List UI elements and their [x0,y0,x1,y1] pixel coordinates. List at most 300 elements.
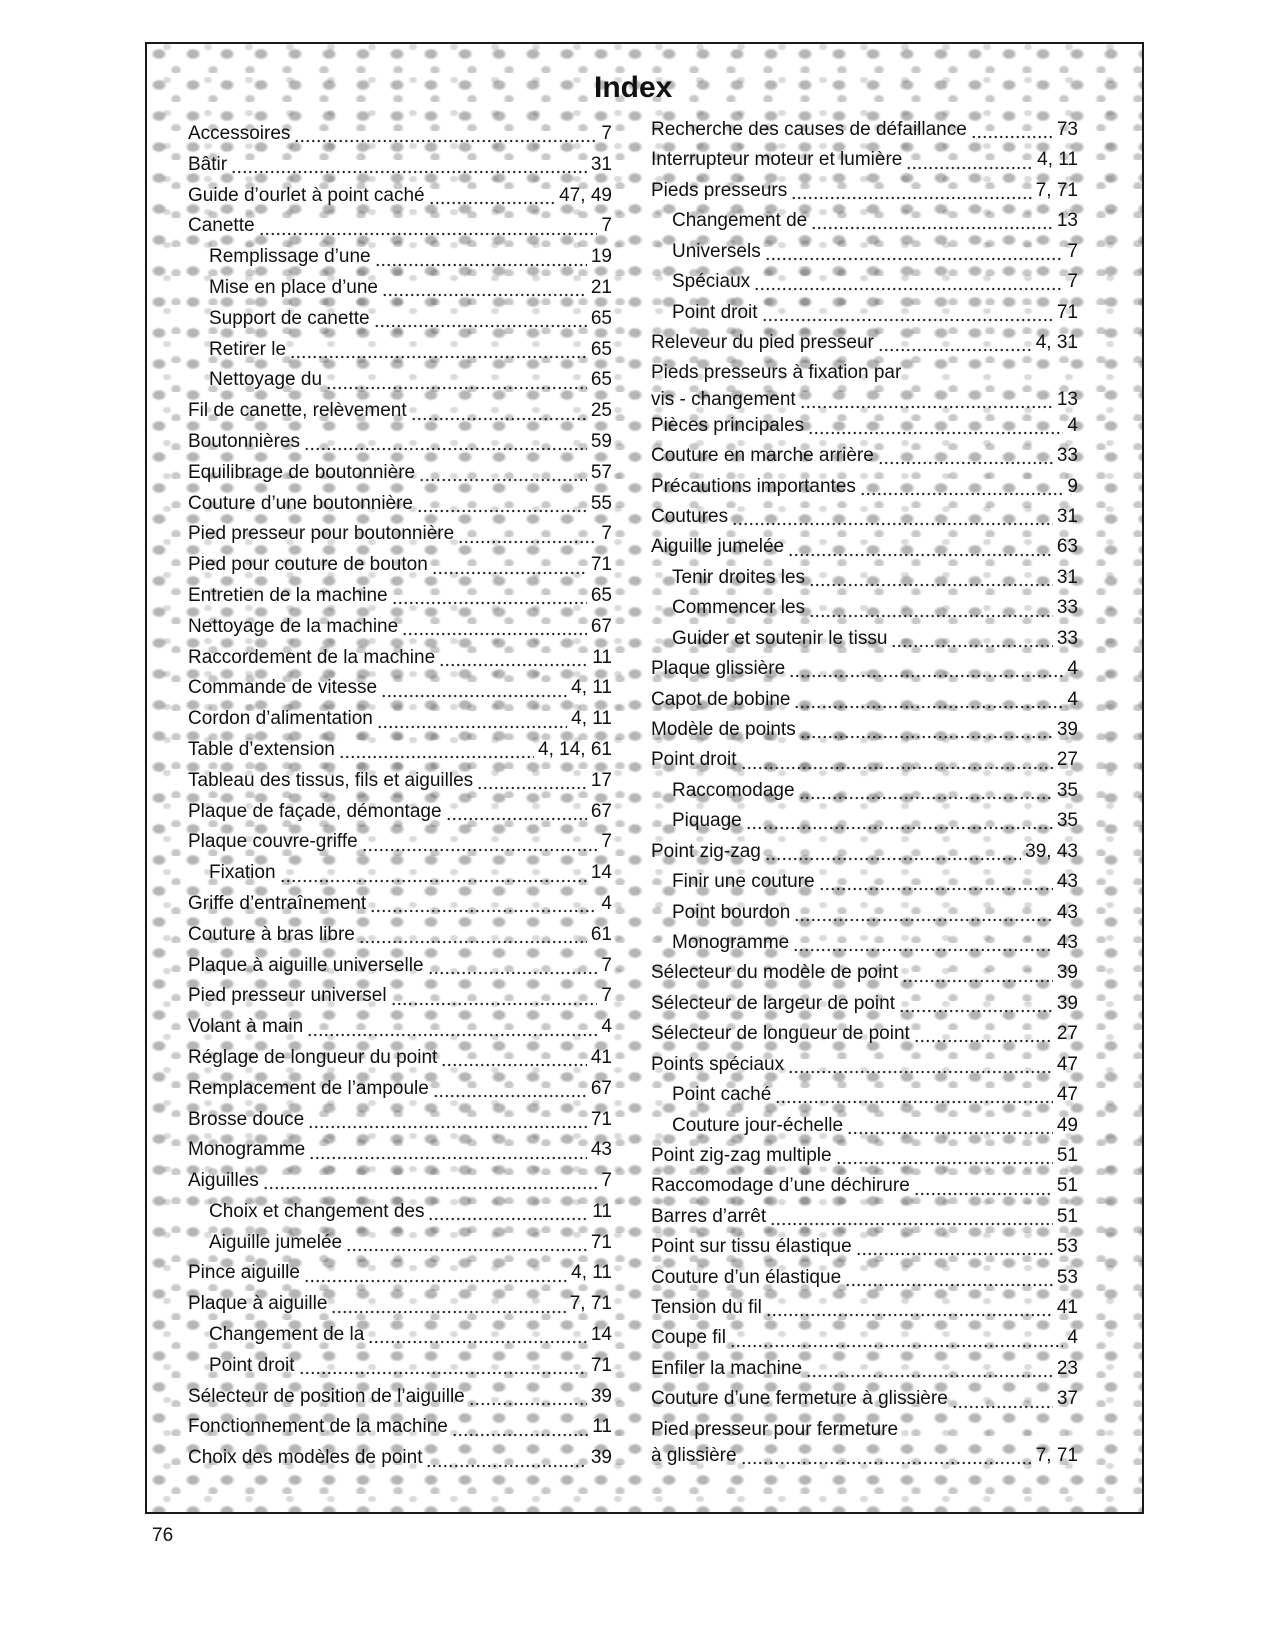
index-entry [651,1202,1078,1232]
entry-pages: 25 [590,400,612,422]
entry-pages: 51 [1056,1144,1078,1166]
index-subentry [651,593,1078,623]
dot-leader [441,1043,587,1074]
entry-pages: 53 [1056,1236,1078,1258]
entry-label: Monogramme [672,931,790,953]
index-subentry [188,242,612,273]
dot-leader [952,1384,1053,1414]
dot-leader [765,837,1021,867]
entry-label: Plaque glissière [651,658,786,680]
entry-pages: 71 [1056,301,1078,323]
index-subentry [651,898,1078,928]
entry-pages: 39 [590,1385,612,1407]
entry-pages: 71 [590,1231,612,1253]
dot-leader [878,328,1032,358]
entry-pages: 43 [1056,901,1078,923]
index-entry [188,951,612,982]
entry-label: Finir une couture [672,871,815,893]
dot-leader [765,237,1064,267]
entry-pages: 33 [1056,627,1078,649]
entry-label: Précautions importantes [651,475,856,497]
entry-label: Aiguille jumelée [651,536,785,558]
entry-label: Piquage [672,810,742,832]
entry-pages: 31 [1056,506,1078,528]
index-subentry [188,1197,612,1228]
entry-label: Canette [188,215,255,237]
entry-label: Remplacement de l’ampoule [188,1077,429,1099]
index-entry [188,766,612,797]
index-entry [651,145,1078,175]
entry-label: Fixation [209,862,276,884]
entry-pages: 71 [590,1108,612,1130]
entry-label: Modèle de points [651,719,796,741]
dot-leader [791,176,1032,206]
entry-label: Pied presseur pour boutonnière [188,523,455,545]
entry-pages: 33 [1056,597,1078,619]
index-entry [188,150,612,181]
entry-label: Bâtir [188,153,228,175]
dot-leader [377,704,567,735]
index-entry [188,612,612,643]
entry-pages: 4, 11 [1037,149,1078,171]
entry-pages: 67 [590,800,612,822]
entry-pages: 51 [1056,1205,1078,1227]
entry-label: Aiguille jumelée [209,1231,343,1253]
dot-leader [762,298,1053,328]
entry-pages: 7 [601,954,612,976]
index-entry [651,115,1078,145]
entry-pages: 63 [1056,536,1078,558]
entry-label: Cordon d’alimentation [188,708,373,730]
entry-label: Fonctionnement de la machine [188,1416,448,1438]
entry-pages: 67 [590,1077,612,1099]
entry-label: Tenir droites les [672,566,806,588]
index-entry [651,837,1078,867]
dot-leader [469,1382,587,1413]
dot-leader [899,989,1053,1019]
entry-label-continuation: vis - changement [651,388,796,410]
index-entry [188,673,612,704]
entry-label: Guider et soutenir le tissu [672,627,888,649]
entry-pages: 7 [601,523,612,545]
index-entry-continuation [651,1445,1078,1467]
dot-leader [914,1019,1053,1049]
entry-label: Point droit [651,749,737,771]
dot-leader [231,150,587,181]
dot-leader [809,593,1053,623]
entry-label: Coupe fil [651,1327,726,1349]
dot-leader [770,1202,1053,1232]
index-subentry [651,1111,1078,1141]
entry-pages: 65 [590,338,612,360]
dot-leader [906,145,1033,175]
dot-leader [730,1323,1063,1353]
dot-leader [914,1171,1053,1201]
entry-label: Retirer le [209,338,287,360]
entry-pages: 7, 71 [1035,1445,1078,1467]
entry-label: Nettoyage du [209,369,323,391]
dot-leader [359,920,587,951]
dot-leader [339,735,534,766]
dot-leader [362,827,598,858]
dot-leader [775,1080,1053,1110]
index-subentry [188,1320,612,1351]
entry-pages: 39 [1056,992,1078,1014]
entry-label: Sélecteur de longueur de point [651,1023,910,1045]
index-entry [188,119,612,150]
entry-label: Pied pour couture de bouton [188,554,428,576]
entry-label: Entretien de la machine [188,584,388,606]
entry-label: Plaque à aiguille universelle [188,954,424,976]
entry-label: Changement de [672,210,808,232]
entry-label: Point sur tissu élastique [651,1236,852,1258]
entry-pages: 39 [590,1447,612,1469]
dot-leader [458,519,597,550]
index-entry [651,358,1078,388]
entry-pages: 47 [1056,1053,1078,1075]
entry-pages: 39 [1056,719,1078,741]
entry-pages: 7 [601,123,612,144]
dot-leader [446,797,587,828]
entry-label: Point caché [672,1084,772,1106]
dot-leader [477,766,587,797]
index-subentry [651,867,1078,897]
entry-pages: 31 [590,153,612,175]
dot-leader [368,1320,587,1351]
entry-pages: 41 [590,1046,612,1068]
dot-leader [391,981,598,1012]
dot-leader [299,1351,587,1382]
entry-pages: 61 [590,923,612,945]
entry-label: Point droit [209,1354,295,1376]
index-entry [188,1443,612,1474]
entry-label: Raccomodage [672,779,795,801]
dot-leader [971,115,1053,145]
index-entry [651,745,1078,775]
index-entry [651,1141,1078,1171]
index-entry [188,1289,612,1320]
index-entry [188,643,612,674]
entry-label: Plaque de façade, démontage [188,800,442,822]
entry-label: Universels [672,240,761,262]
page-number: 76 [152,1525,174,1546]
entry-pages: 65 [590,307,612,329]
dot-leader [847,1111,1053,1141]
entry-pages: 59 [590,430,612,452]
index-entry [188,550,612,581]
index-entry-continuation [651,389,1078,411]
index-subentry [651,563,1078,593]
dot-leader [308,1105,587,1136]
index-entry [188,1135,612,1166]
entry-pages: 35 [1056,779,1078,801]
index-entry [651,1050,1078,1080]
entry-pages: 4, 11 [571,677,612,699]
dot-leader [374,304,587,335]
dot-leader [902,958,1053,988]
entry-label: Couture à bras libre [188,923,355,945]
entry-label: Point droit [672,301,758,323]
dot-leader [294,119,597,150]
dot-leader [746,806,1053,836]
entry-pages: 4 [1067,1327,1078,1349]
dot-leader [439,643,588,674]
entry-pages: 7 [601,985,612,1007]
index-entry [651,654,1078,684]
entry-label: Plaque couvre-griffe [188,831,358,853]
dot-leader [800,389,1053,411]
entry-pages: 11 [592,1200,612,1222]
index-entry [188,1382,612,1413]
index-entry [188,827,612,858]
index-entry [651,1263,1078,1293]
dot-leader [309,1135,587,1166]
index-entry [188,458,612,489]
entry-pages: 4 [1067,414,1078,436]
index-entry [188,519,612,550]
dot-leader [891,624,1052,654]
entry-pages: 4 [601,1016,612,1038]
dot-leader [741,1445,1032,1467]
dot-leader [392,581,587,612]
entry-pages: 71 [590,554,612,576]
entry-label: Table d’extension [188,738,335,760]
dot-leader [732,502,1053,532]
entry-label: Barres d’arrêt [651,1205,767,1227]
entry-label: Raccomodage d’une déchirure [651,1175,910,1197]
entry-pages: 11 [592,646,612,668]
entry-label: Griffe d’entraînement [188,892,367,914]
index-entry [188,581,612,612]
index-entry [651,1415,1078,1445]
entry-pages: 4, 11 [571,1262,612,1284]
dot-leader [754,267,1063,297]
entry-label: Pince aiguille [188,1262,300,1284]
entry-pages: 33 [1056,445,1078,467]
dot-leader [304,1258,567,1289]
dot-leader [452,1412,588,1443]
entry-label: Releveur du pied presseur [651,331,874,353]
entry-label: Pièces principales [651,414,805,436]
index-subentry [651,206,1078,236]
entry-pages: 71 [590,1354,612,1376]
entry-label: Choix des modèles de point [188,1447,423,1469]
dot-leader [789,654,1063,684]
entry-pages: 14 [590,1324,612,1346]
entry-label: Mise en place d’une [209,276,378,298]
index-entry [188,1074,612,1105]
entry-pages: 11 [592,1416,612,1438]
dot-leader [375,242,587,273]
dot-leader [331,1289,565,1320]
entry-pages: 4 [1067,688,1078,710]
entry-label: Pied presseur pour fermeture [651,1418,899,1440]
index-subentry [651,237,1078,267]
entry-label: Volant à main [188,1016,304,1038]
dot-leader [381,673,567,704]
entry-pages: 35 [1056,810,1078,832]
entry-label: Changement de la [209,1324,365,1346]
entry-pages: 43 [1056,931,1078,953]
entry-pages: 7 [601,215,612,237]
dot-leader [426,1443,586,1474]
entry-pages: 51 [1056,1175,1078,1197]
index-entry [651,532,1078,562]
dot-leader [793,928,1053,958]
index-entry [651,1232,1078,1262]
index-subentry [188,273,612,304]
dot-leader [304,427,587,458]
entry-pages: 4 [1067,658,1078,680]
entry-label: Point zig-zag [651,840,761,862]
index-entry [651,328,1078,358]
dot-leader [741,745,1053,775]
dot-leader [263,1166,598,1197]
entry-label: Sélecteur de largeur de point [651,992,895,1014]
dot-leader [766,1293,1053,1323]
entry-pages: 7 [601,831,612,853]
index-subentry [188,858,612,889]
dot-leader [836,1141,1053,1171]
entry-label: Couture d’une boutonnière [188,492,414,514]
index-entry [188,1105,612,1136]
entry-pages: 7, 71 [569,1293,612,1315]
entry-label: Points spéciaux [651,1053,785,1075]
entry-label: Pied presseur universel [188,985,387,1007]
entry-pages: 49 [1056,1114,1078,1136]
index-entry [651,1019,1078,1049]
entry-pages: 67 [590,615,612,637]
dot-leader [794,685,1063,715]
dot-leader [428,1197,588,1228]
entry-pages: 39 [1056,962,1078,984]
entry-pages: 39, 43 [1025,840,1078,862]
index-subentry [651,298,1078,328]
index-entry [651,1171,1078,1201]
index-entry [188,181,612,212]
index-entry [651,1293,1078,1323]
entry-label: Couture d’une fermeture à glissière [651,1388,948,1410]
entry-pages: 57 [590,461,612,483]
entry-label: Fil de canette, relèvement [188,400,407,422]
dot-leader [845,1263,1053,1293]
dot-leader [799,776,1053,806]
entry-label: Sélecteur du modèle de point [651,962,899,984]
index-column-right [651,115,1078,1467]
index-entry [651,989,1078,1019]
dot-leader [806,1354,1053,1384]
dot-leader [428,951,598,982]
index-entry [188,1258,612,1289]
entry-pages: 19 [590,246,612,268]
index-entry [188,211,612,242]
entry-pages: 47 [1056,1084,1078,1106]
dot-leader [809,563,1053,593]
entry-pages: 37 [1056,1388,1078,1410]
entry-label: Commencer les [672,597,806,619]
index-entry [651,958,1078,988]
index-subentry [651,267,1078,297]
entry-pages: 27 [1056,1023,1078,1045]
dot-leader [794,898,1053,928]
index-entry [651,502,1078,532]
entry-pages: 65 [590,369,612,391]
index-subentry [188,365,612,396]
index-entry [651,685,1078,715]
entry-label: Equilibrage de boutonnière [188,461,416,483]
entry-label: Choix et changement des [209,1200,425,1222]
dot-leader [788,1050,1053,1080]
dot-leader [411,396,587,427]
entry-label: Réglage de longueur du point [188,1046,438,1068]
entry-pages: 55 [590,492,612,514]
entry-label: Recherche des causes de défaillance [651,119,967,140]
dot-leader [346,1228,587,1259]
index-subentry [188,335,612,366]
entry-label: Accessoires [188,123,291,144]
entry-label: Plaque à aiguille [188,1293,328,1315]
index-subentry [188,1228,612,1259]
index-subentry [651,624,1078,654]
entry-label: Raccordement de la machine [188,646,436,668]
entry-pages: 13 [1056,388,1078,410]
entry-pages: 17 [590,769,612,791]
index-entry [188,704,612,735]
dot-leader [417,489,587,520]
index-subentry [188,304,612,335]
dot-leader [326,365,587,396]
dot-leader [788,532,1053,562]
dot-leader [259,211,598,242]
index-entry [651,1354,1078,1384]
index-entry [188,735,612,766]
dot-leader [878,441,1053,471]
entry-label: Aiguilles [188,1170,259,1192]
entry-label: Commande de vitesse [188,677,378,699]
entry-label: Spéciaux [672,271,751,293]
index-entry [651,411,1078,441]
entry-pages: 7 [1067,271,1078,293]
dot-leader [307,1012,597,1043]
entry-pages: 43 [590,1139,612,1161]
entry-label: Capot de bobine [651,688,791,710]
entry-label: Boutonnières [188,430,300,452]
index-column-left [188,119,612,1474]
index-entry [651,441,1078,471]
index-entry [651,472,1078,502]
dot-leader [402,612,587,643]
index-subentry [651,806,1078,836]
entry-pages: 7 [601,1170,612,1192]
entry-label: Point zig-zag multiple [651,1144,832,1166]
entry-label: Tableau des tissus, fils et aiguilles [188,769,474,791]
entry-pages: 9 [1067,475,1078,497]
dot-leader [382,273,587,304]
index-subentry [651,928,1078,958]
dot-leader [433,1074,587,1105]
entry-label: Coutures [651,506,729,528]
entry-pages: 14 [590,862,612,884]
index-entry [188,920,612,951]
entry-label: Enfiler la machine [651,1357,803,1379]
index-entry [188,396,612,427]
entry-label-continuation: à glissière [651,1445,737,1467]
entry-pages: 21 [590,276,612,298]
dot-leader [856,1232,1053,1262]
index-entry [188,797,612,828]
entry-pages: 4, 31 [1035,331,1078,353]
index-entry [188,1043,612,1074]
